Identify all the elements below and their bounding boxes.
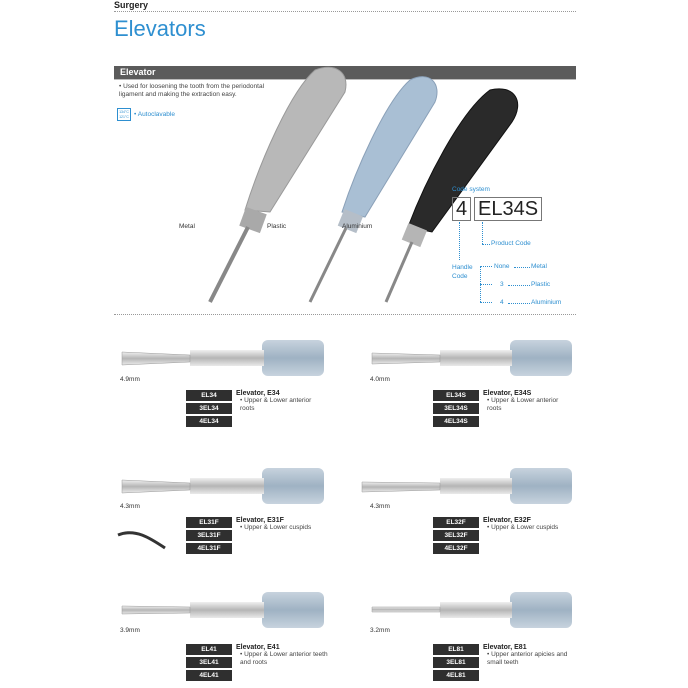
instrument-el41-image <box>122 592 324 628</box>
handle-label-aluminium: Aluminium <box>342 223 373 230</box>
instrument-name: Elevator, E32F <box>483 517 531 524</box>
instrument-info: Elevator, E34 • Upper & Lower anterior roots <box>236 390 326 413</box>
product-code-box: EL34S <box>474 197 542 221</box>
instrument-size: 4.3mm <box>370 503 390 510</box>
handle-digit-box: 4 <box>452 197 471 221</box>
instrument-size: 4.9mm <box>120 376 140 383</box>
instrument-info: Elevator, E81 • Upper anterior apicies and small teeth <box>483 644 575 667</box>
product-code: EL81 <box>433 644 479 655</box>
instrument-code-list <box>433 390 479 429</box>
instrument-size: 4.0mm <box>370 376 390 383</box>
section-label: Surgery <box>114 0 149 10</box>
instrument-code-list <box>186 390 232 429</box>
product-code: 3EL32F <box>433 530 479 541</box>
product-code: EL34 <box>186 390 232 401</box>
instrument-el34-image <box>122 340 324 376</box>
product-code: EL31F <box>186 517 232 528</box>
instrument-info: Elevator, E32F • Upper & Lower cuspids <box>483 517 583 532</box>
handle-label-metal: Metal <box>179 223 195 230</box>
product-code: 4EL81 <box>433 670 479 681</box>
handle-label-plastic: Plastic <box>267 223 287 230</box>
code-row-1-material: Plastic <box>531 281 551 288</box>
category-bar-label: Elevator <box>120 67 156 77</box>
instrument-code-list <box>433 517 479 556</box>
instrument-el32f-image <box>362 468 572 504</box>
bullet-icon: • <box>119 83 124 90</box>
instrument-desc: Upper & Lower anterior roots <box>487 397 559 412</box>
instrument-desc: Upper anterior apicies and small teeth <box>487 651 568 666</box>
instrument-info: Elevator, E31F • Upper & Lower cuspids <box>236 517 336 532</box>
instrument-code-list <box>186 644 232 683</box>
intro-text: • Used for loosening the tooth from the periodontal ligament and making the extraction easy. <box>119 83 265 98</box>
instrument-name: Elevator, E81 <box>483 644 527 651</box>
product-code-label: Product Code <box>491 240 531 247</box>
code-row-0-material: Metal <box>531 263 547 270</box>
instrument-name: Elevator, E31F <box>236 517 284 524</box>
instrument-info: Elevator, E41 • Upper & Lower anterior teeth and roots <box>236 644 328 666</box>
code-row-0-code: None <box>494 263 510 270</box>
instrument-el81-image <box>372 592 572 628</box>
code-row-1-code: 3 <box>500 281 504 288</box>
instrument-el34s-image <box>372 340 572 376</box>
product-code: 4EL31F <box>186 543 232 554</box>
instrument-desc: Upper & Lower anterior roots <box>240 397 312 412</box>
instrument-name: Elevator, E41 <box>236 644 280 651</box>
instrument-name: Elevator, E34 <box>236 390 280 397</box>
instrument-code-list <box>186 517 232 556</box>
instrument-desc: Upper & Lower cuspids <box>491 524 559 531</box>
product-code: EL34S <box>433 390 479 401</box>
autoclave-label: • Autoclavable <box>134 111 175 118</box>
product-code: 3EL34 <box>186 403 232 414</box>
code-row-2-material: Aluminium <box>531 299 562 306</box>
code-system-title: Code system <box>452 186 490 193</box>
page-title: Elevators <box>114 16 206 41</box>
product-code: 3EL34S <box>433 403 479 414</box>
product-code: 3EL81 <box>433 657 479 668</box>
product-code: 4EL32F <box>433 543 479 554</box>
instrument-name: Elevator, E34S <box>483 390 532 397</box>
product-code: 4EL41 <box>186 670 232 681</box>
product-code: EL32F <box>433 517 479 528</box>
instrument-size: 3.2mm <box>370 627 390 634</box>
instrument-desc: Upper & Lower anterior teeth and roots <box>240 651 328 666</box>
handle-code-label: Handle Code <box>452 264 473 280</box>
instrument-size: 4.3mm <box>120 503 140 510</box>
code-row-2-code: 4 <box>500 299 504 306</box>
product-code: 3EL31F <box>186 530 232 541</box>
instrument-desc: Upper & Lower cuspids <box>244 524 312 531</box>
product-code: 4EL34 <box>186 416 232 427</box>
instrument-info: Elevator, E34S • Upper & Lower anterior roots <box>483 390 573 413</box>
product-code: EL41 <box>186 644 232 655</box>
instrument-size: 3.9mm <box>120 627 140 634</box>
instrument-code-list <box>433 644 479 683</box>
autoclave-icon: 134°C 121°C <box>117 108 131 121</box>
product-code: 3EL41 <box>186 657 232 668</box>
product-code: 4EL34S <box>433 416 479 427</box>
